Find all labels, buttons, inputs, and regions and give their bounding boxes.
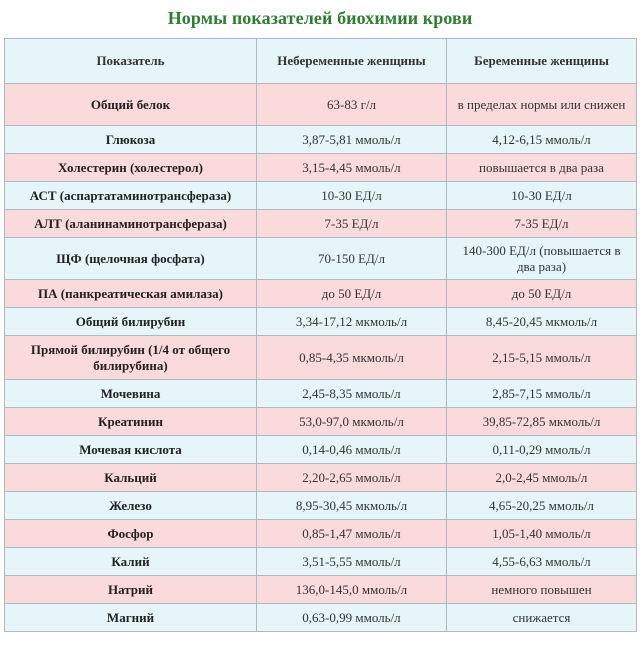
table-row	[5, 238, 637, 280]
row-non-pregnant-value: 3,51-5,55 ммоль/л	[257, 548, 447, 576]
row-name: ПА (панкреатическая амилаза)	[5, 280, 257, 308]
row-pregnant-value: 39,85-72,85 мкмоль/л	[447, 408, 637, 436]
table-row	[5, 308, 637, 336]
header-pregnant: Беременные женщины	[447, 39, 637, 84]
row-non-pregnant-value: 2,20-2,65 ммоль/л	[257, 464, 447, 492]
row-non-pregnant-value: 8,95-30,45 мкмоль/л	[257, 492, 447, 520]
row-name: Прямой билирубин (1/4 от общего билирубина)	[5, 336, 257, 380]
header-indicator: Показатель	[5, 39, 257, 84]
row-non-pregnant-value: 7-35 ЕД/л	[257, 210, 447, 238]
row-pregnant-value: повышается в два раза	[447, 154, 637, 182]
table-row	[5, 464, 637, 492]
table-row	[5, 280, 637, 308]
table-row	[5, 492, 637, 520]
row-non-pregnant-value: 136,0-145,0 ммоль/л	[257, 576, 447, 604]
row-pregnant-value: 8,45-20,45 мкмоль/л	[447, 308, 637, 336]
row-pregnant-value: 2,15-5,15 ммоль/л	[447, 336, 637, 380]
table-row	[5, 154, 637, 182]
table-row	[5, 548, 637, 576]
table-row	[5, 380, 637, 408]
table-row	[5, 182, 637, 210]
row-non-pregnant-value: 3,15-4,45 ммоль/л	[257, 154, 447, 182]
table-row	[5, 84, 637, 126]
row-non-pregnant-value: 0,14-0,46 ммоль/л	[257, 436, 447, 464]
table-row	[5, 408, 637, 436]
row-name: Общий билирубин	[5, 308, 257, 336]
row-non-pregnant-value: 70-150 ЕД/л	[257, 238, 447, 280]
row-pregnant-value: немного повышен	[447, 576, 637, 604]
row-pregnant-value: 1,05-1,40 ммоль/л	[447, 520, 637, 548]
row-name: Холестерин (холестерол)	[5, 154, 257, 182]
row-non-pregnant-value: 3,34-17,12 мкмоль/л	[257, 308, 447, 336]
table-row	[5, 436, 637, 464]
row-pregnant-value: в пределах нормы или снижен	[447, 84, 637, 126]
row-name: Общий белок	[5, 84, 257, 126]
row-pregnant-value: 4,55-6,63 ммоль/л	[447, 548, 637, 576]
row-pregnant-value: 4,12-6,15 ммоль/л	[447, 126, 637, 154]
row-pregnant-value: 2,0-2,45 ммоль/л	[447, 464, 637, 492]
table-row	[5, 576, 637, 604]
row-non-pregnant-value: 0,63-0,99 ммоль/л	[257, 604, 447, 632]
header-non-pregnant: Небеременные женщины	[257, 39, 447, 84]
norms-table	[4, 38, 637, 632]
row-name: Мочевина	[5, 380, 257, 408]
row-pregnant-value: 7-35 ЕД/л	[447, 210, 637, 238]
row-name: АЛТ (аланинаминотрансфераза)	[5, 210, 257, 238]
row-non-pregnant-value: 10-30 ЕД/л	[257, 182, 447, 210]
row-name: Фосфор	[5, 520, 257, 548]
row-name: АСТ (аспартатаминотрансфераза)	[5, 182, 257, 210]
table-row	[5, 520, 637, 548]
table-row	[5, 126, 637, 154]
row-name: Железо	[5, 492, 257, 520]
row-name: Глюкоза	[5, 126, 257, 154]
row-pregnant-value: 0,11-0,29 ммоль/л	[447, 436, 637, 464]
row-name: Калий	[5, 548, 257, 576]
row-pregnant-value: 10-30 ЕД/л	[447, 182, 637, 210]
row-name: Мочевая кислота	[5, 436, 257, 464]
page-title: Нормы показателей биохимии крови	[167, 8, 473, 28]
row-non-pregnant-value: до 50 ЕД/л	[257, 280, 447, 308]
row-name: ЩФ (щелочная фосфата)	[5, 238, 257, 280]
table-row	[5, 210, 637, 238]
row-name: Магний	[5, 604, 257, 632]
row-non-pregnant-value: 2,45-8,35 ммоль/л	[257, 380, 447, 408]
row-non-pregnant-value: 63-83 г/л	[257, 84, 447, 126]
row-name: Натрий	[5, 576, 257, 604]
row-pregnant-value: снижается	[447, 604, 637, 632]
row-pregnant-value: 2,85-7,15 ммоль/л	[447, 380, 637, 408]
row-name: Креатинин	[5, 408, 257, 436]
row-name: Кальций	[5, 464, 257, 492]
row-non-pregnant-value: 3,87-5,81 ммоль/л	[257, 126, 447, 154]
table-header-row	[5, 39, 637, 84]
row-pregnant-value: 140-300 ЕД/л (повышается в два раза)	[447, 238, 637, 280]
row-non-pregnant-value: 0,85-4,35 мкмоль/л	[257, 336, 447, 380]
row-non-pregnant-value: 0,85-1,47 ммоль/л	[257, 520, 447, 548]
row-non-pregnant-value: 53,0-97,0 мкмоль/л	[257, 408, 447, 436]
row-pregnant-value: 4,65-20,25 ммоль/л	[447, 492, 637, 520]
table-row	[5, 604, 637, 632]
row-pregnant-value: до 50 ЕД/л	[447, 280, 637, 308]
table-row	[5, 336, 637, 380]
